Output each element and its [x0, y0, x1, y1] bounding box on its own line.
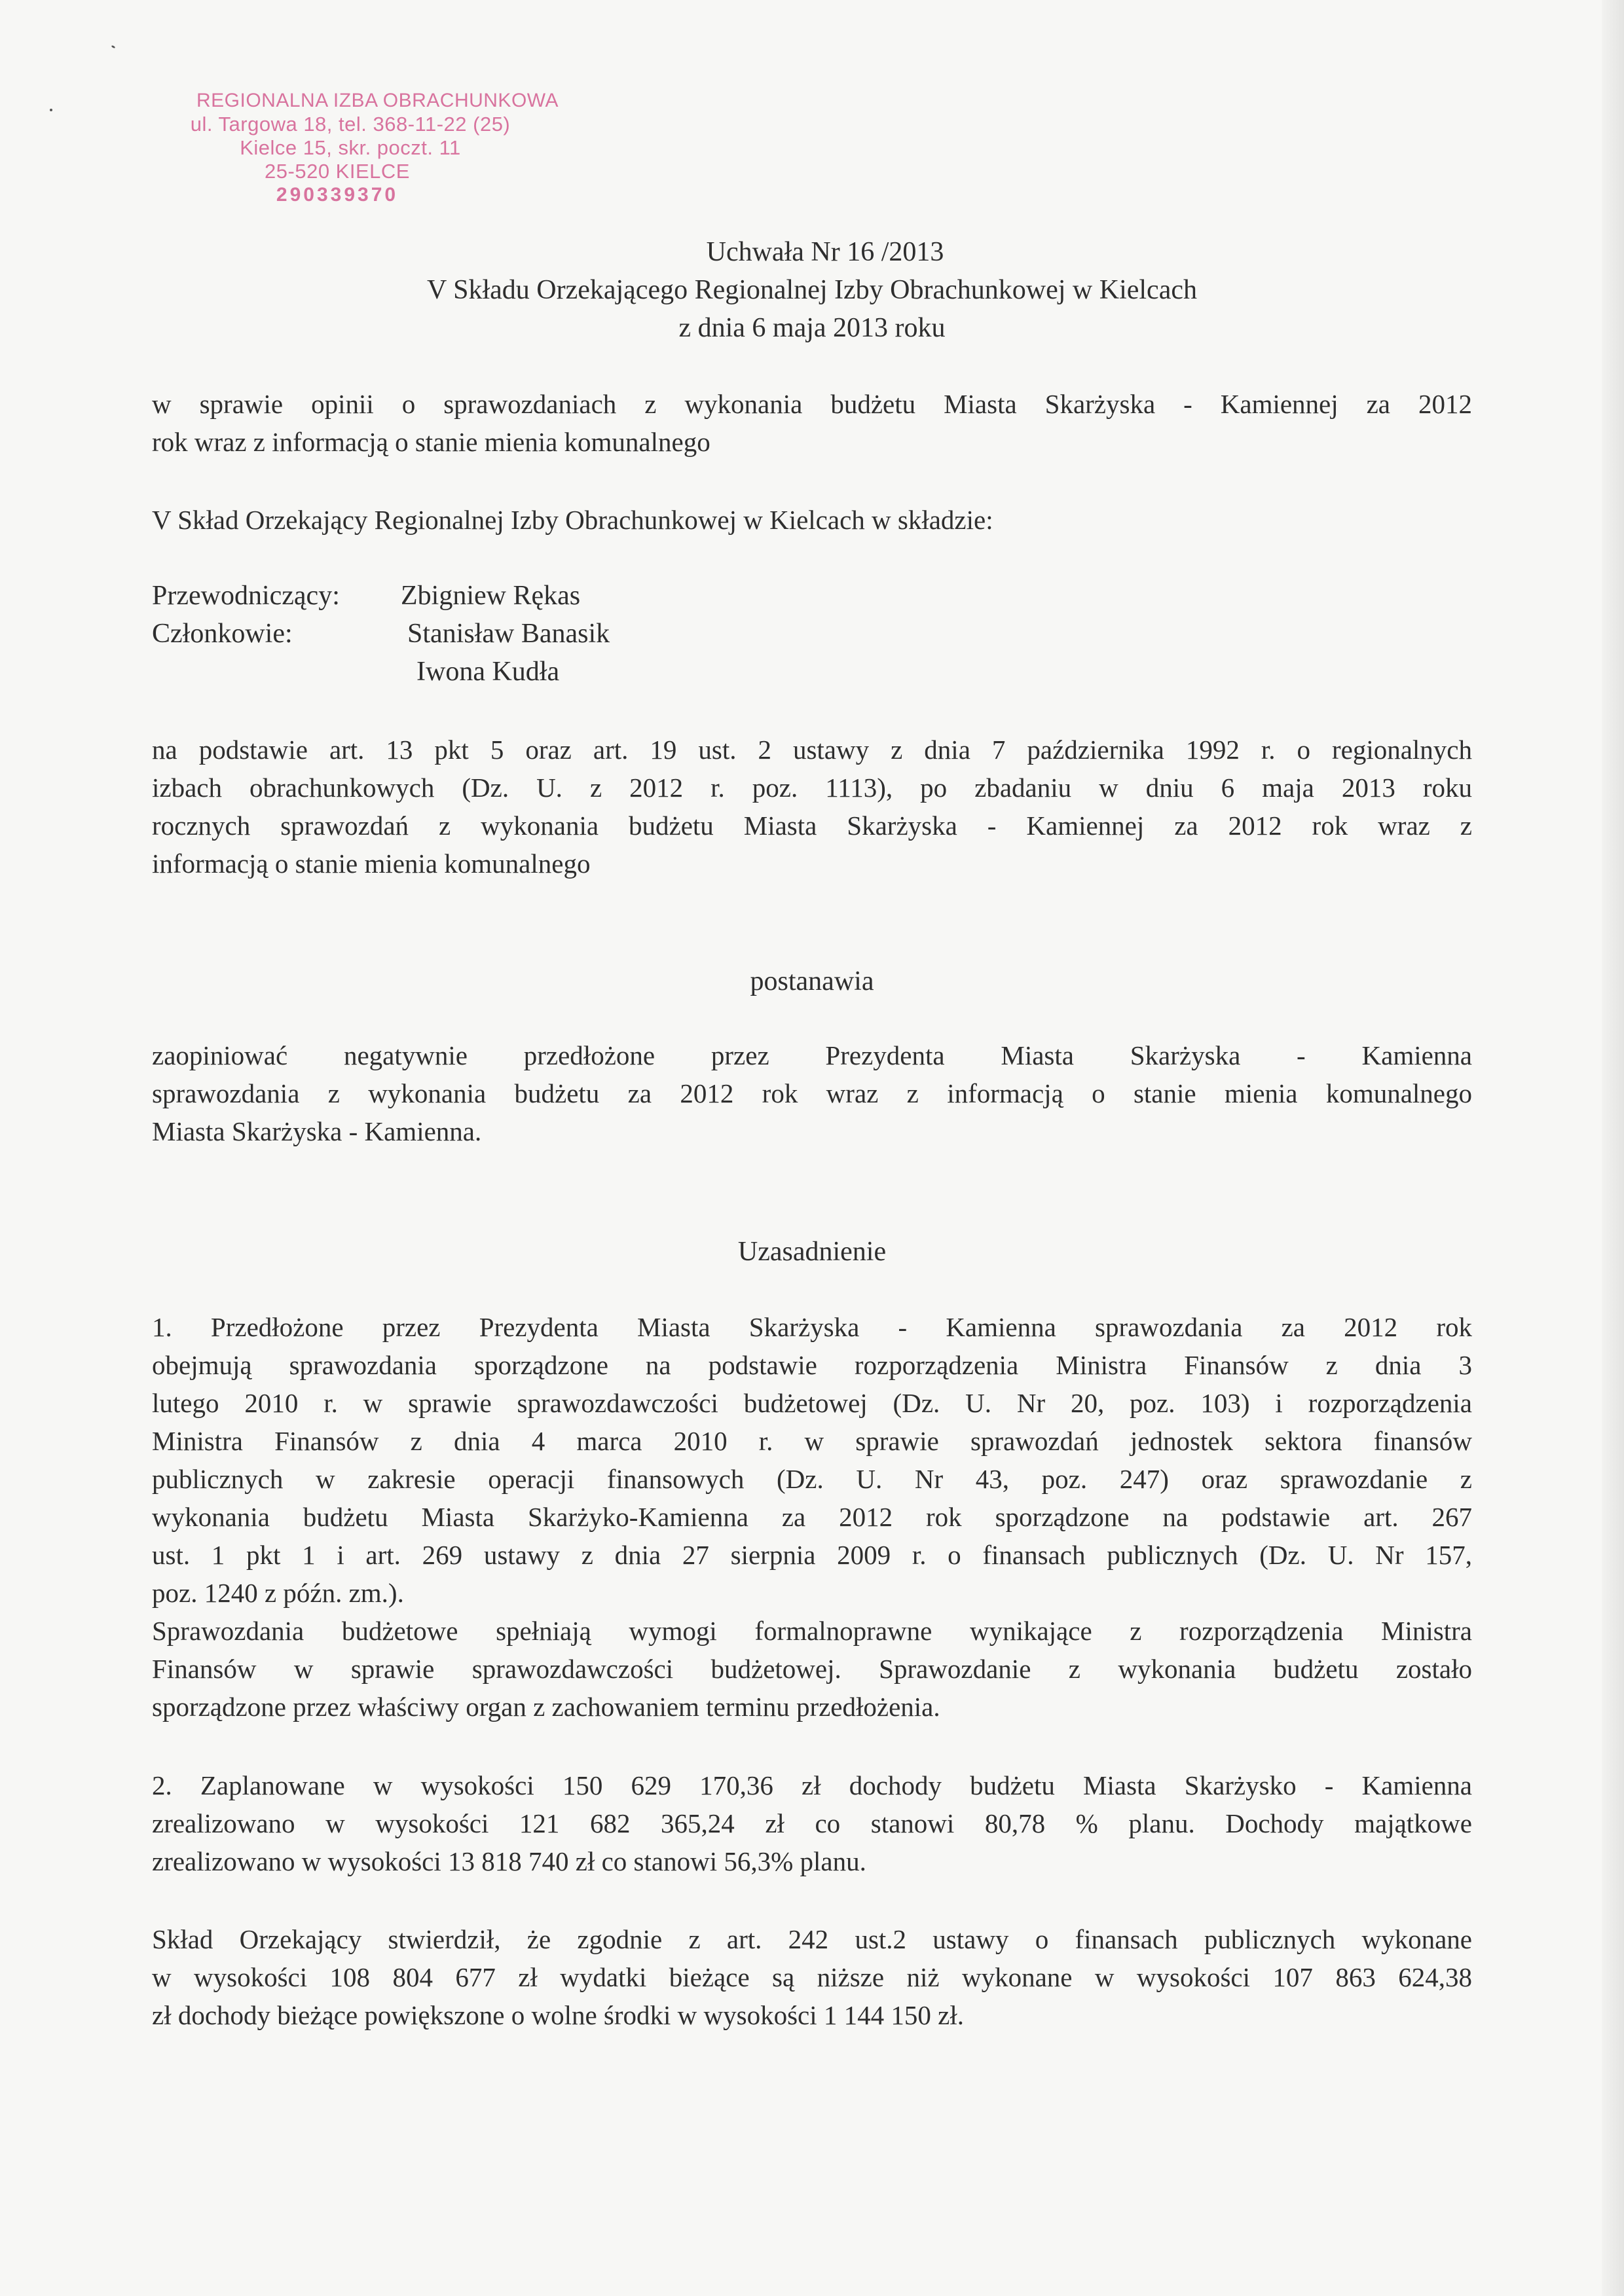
- resolution-title: Uchwała Nr 16 /2013: [706, 237, 944, 267]
- scan-speck: [50, 109, 52, 111]
- justification-line: 1. Przedłożone przez Prezydenta Miasta Skarżyska - Kamienna sprawozdania za 2012 rok: [152, 1312, 1472, 1342]
- justification-line: wykonania budżetu Miasta Skarżyko-Kamienna za 2012 rok sporządzone na podstawie art. 267: [152, 1502, 1472, 1532]
- justification-point-2: [152, 1766, 1472, 1880]
- subject-block: [152, 385, 1472, 461]
- member-name: Iwona Kudła: [416, 657, 560, 687]
- justification-line: w wysokości 108 804 677 zł wydatki bieżące są niższe niż wykonane w wysokości 107 863 624,38: [152, 1962, 1472, 1992]
- justification-heading: Uzasadnienie: [737, 1237, 887, 1267]
- justification-line: Sprawozdania budżetowe spełniają wymogi formalnoprawne wynikające z rozporządzenia Ministra: [152, 1616, 1472, 1646]
- justification-line: zrealizowano w wysokości 13 818 740 zł co stanowi 56,3% planu.: [152, 1846, 866, 1876]
- justification-line: ust. 1 pkt 1 i art. 269 ustawy z dnia 27 sierpnia 2009 r. o finansach publicznych (Dz. U. Nr 157,: [152, 1540, 1472, 1570]
- resolution-subtitle: V Składu Orzekającego Regionalnej Izby Obrachunkowej w Kielcach: [427, 275, 1197, 305]
- subject-line: w sprawie opinii o sprawozdaniach z wykonania budżetu Miasta Skarżyska - Kamiennej za 2012: [152, 389, 1472, 419]
- legal-basis-line: izbach obrachunkowych (Dz. U. z 2012 r. poz. 1113), po zbadaniu w dniu 6 maja 2013 roku: [152, 773, 1472, 803]
- panel-intro-text: V Skład Orzekający Regionalnej Izby Obrachunkowej w Kielcach w składzie:: [152, 505, 993, 535]
- justification-line: lutego 2010 r. w sprawie sprawozdawczości budżetowej (Dz. U. Nr 20, poz. 103) i rozporządzenia: [152, 1388, 1472, 1418]
- stamp-line: ul. Targowa 18, tel. 368-11-22 (25): [190, 113, 511, 136]
- stamp-line: 290339370: [276, 184, 399, 206]
- stamp-line: 25-520 KIELCE: [265, 160, 410, 183]
- decision-line: sprawozdania z wykonania budżetu za 2012 rok wraz z informacją o stanie mienia komunalnego: [152, 1078, 1472, 1108]
- justification-line: zł dochody bieżące powiększone o wolne środki w wysokości 1 144 150 zł.: [152, 2000, 964, 2030]
- chair-name: Zbigniew Rękas: [401, 581, 581, 611]
- justification-line: poz. 1240 z późn. zm.).: [152, 1578, 404, 1608]
- justification-line: sporządzone przez właściwy organ z zachowaniem terminu przedłożenia.: [152, 1692, 940, 1722]
- member-name: Stanisław Banasik: [407, 619, 610, 649]
- resolution-date: z dnia 6 maja 2013 roku: [678, 313, 946, 343]
- legal-basis-line: informacją o stanie mienia komunalnego: [152, 848, 591, 879]
- decision-line: zaopiniować negatywnie przedłożone przez Prezydenta Miasta Skarżyska - Kamienna: [152, 1040, 1472, 1070]
- justification-line: zrealizowano w wysokości 121 682 365,24 zł co stanowi 80,78 % planu. Dochody majątkowe: [152, 1808, 1472, 1838]
- stamp-line: REGIONALNA IZBA OBRACHUNKOWA: [196, 90, 559, 111]
- justification-line: obejmują sprawozdania sporządzone na podstawie rozporządzenia Ministra Finansów z dnia 3: [152, 1350, 1472, 1380]
- justification-finding: [152, 1920, 1472, 2034]
- office-stamp: [190, 89, 583, 207]
- justification-line: Skład Orzekający stwierdził, że zgodnie z art. 242 ust.2 ustawy o finansach publicznych wykonane: [152, 1924, 1472, 1954]
- decision-block: [152, 1036, 1472, 1150]
- decision-line: Miasta Skarżyska - Kamienna.: [152, 1116, 482, 1146]
- justification-point-1: [152, 1308, 1472, 1726]
- panel-intro: [152, 501, 1472, 539]
- justification-line: Finansów w sprawie sprawozdawczości budżetowej. Sprawozdanie z wykonania budżetu zostało: [152, 1654, 1472, 1684]
- stamp-line: Kielce 15, skr. poczt. 11: [240, 136, 461, 159]
- scan-speck: [111, 45, 116, 49]
- decision-heading: postanawia: [750, 966, 874, 996]
- chair-label: Przewodniczący:: [152, 581, 340, 611]
- justification-line: 2. Zaplanowane w wysokości 150 629 170,36 zł dochody budżetu Miasta Skarżysko - Kamienna: [152, 1770, 1472, 1800]
- legal-basis-line: na podstawie art. 13 pkt 5 oraz art. 19 ust. 2 ustawy z dnia 7 października 1992 r. o regionalnych: [152, 735, 1472, 765]
- members-label: Członkowie:: [152, 619, 293, 649]
- legal-basis-line: rocznych sprawozdań z wykonania budżetu Miasta Skarżyska - Kamiennej za 2012 rok wraz z: [152, 811, 1472, 841]
- subject-line: rok wraz z informacją o stanie mienia komunalnego: [152, 427, 710, 457]
- justification-line: Ministra Finansów z dnia 4 marca 2010 r. w sprawie sprawozdań jednostek sektora finansów: [152, 1426, 1472, 1456]
- justification-line: publicznych w zakresie operacji finansowych (Dz. U. Nr 43, poz. 247) oraz sprawozdanie z: [152, 1464, 1472, 1494]
- legal-basis: [152, 731, 1472, 883]
